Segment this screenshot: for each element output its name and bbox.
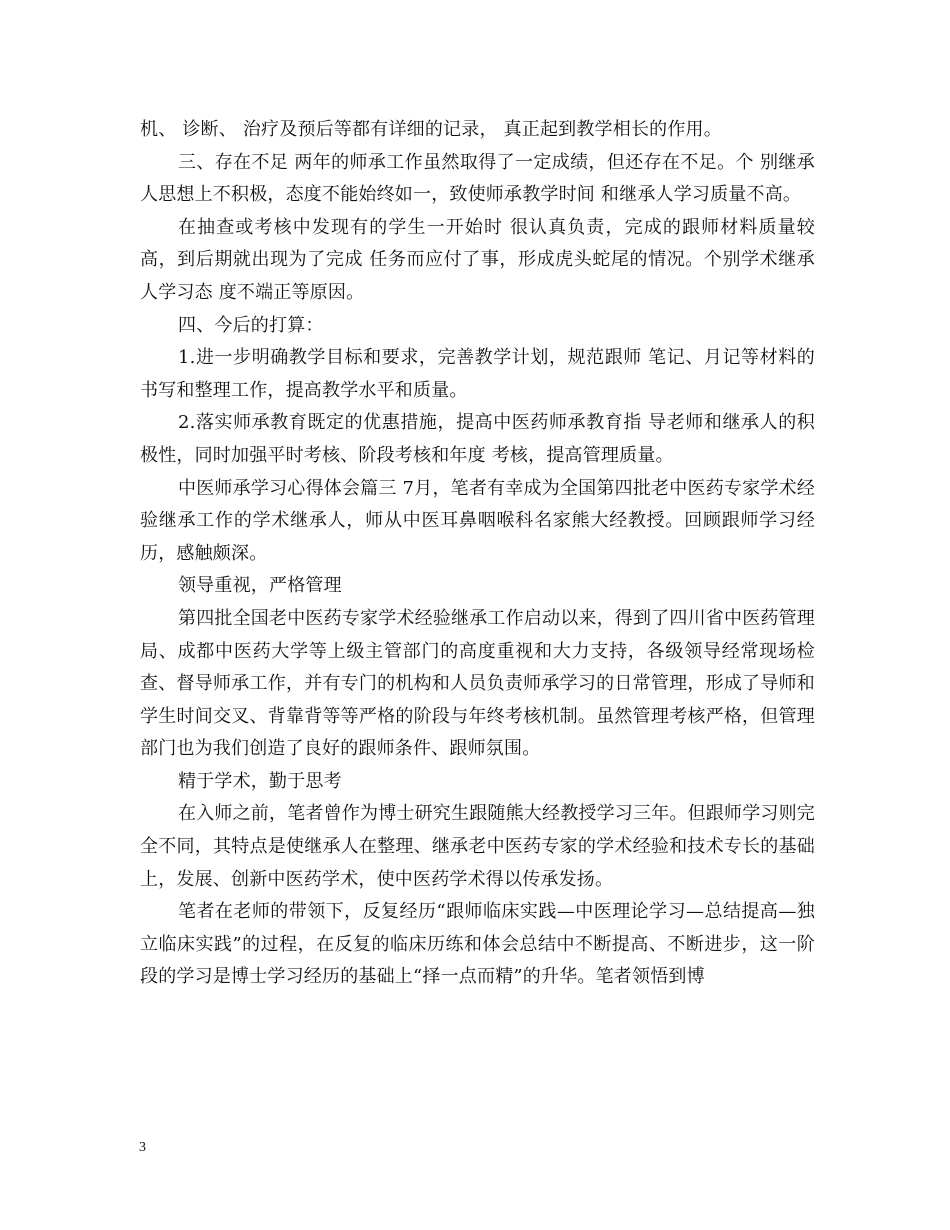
- paragraph-2: 三、存在不足 两年的师承工作虽然取得了一定成绩，但还存在不足。个 别继承人思想上不积极，态度不能始终如一，致使师承教学时间 和继承人学习质量不高。: [140, 151, 815, 206]
- paragraph-3: 在抽查或考核中发现有的学生一开始时 很认真负责，完成的跟师材料质量较高，到后期就出现为了完成 任务而应付了事，形成虎头蛇尾的情况。个别学术继承人学习态 度不端正等原因。: [140, 216, 815, 303]
- paragraph-practice: 笔者在老师的带领下，反复经历“跟师临床实践—中医理论学习—总结提高—独立临床实践”的过程，在反复的临床历练和体会总结中不断提高、不断进步，这一阶段的学习是博士学习经历的基础上“择一点而精”的升华。笔者领悟到博: [140, 901, 815, 988]
- section-heading-leadership: 领导重视，严格管理: [178, 575, 342, 597]
- paragraph-leadership: 第四批全国老中医药专家学术经验继承工作启动以来，得到了四川省中医药管理局、成都中医药大学等上级主管部门的高度重视和大力支持，各级领导经常现场检查、督导师承工作，并有专门的机构和人员负责师承学习的日常管理，形成了导师和学生时间交叉、背靠背等等严格的阶段与年终考核机制。虽然管理考核严格，但管理部门也为我们创造了良好的跟师条件、跟师氛围。: [140, 607, 815, 760]
- paragraph-plan-1: 1.进一步明确教学目标和要求，完善教学计划，规范跟师 笔记、月记等材料的书写和整理工作，提高教学水平和质量。: [140, 347, 815, 401]
- paragraph-academic: 在入师之前，笔者曾作为博士研究生跟随熊大经教授学习三年。但跟师学习则完全不同，其特点是使继承人在整理、继承老中医药专家的学术经验和技术专长的基础上，发展、创新中医药学术，使中医药学术得以传承发扬。: [140, 803, 815, 890]
- paragraph-plan-2: 2.落实师承教育既定的优惠措施，提高中医药师承教育指 导老师和继承人的积极性，同时加强平时考核、阶段考核和年度 考核，提高管理质量。: [140, 412, 815, 466]
- page-number: 3: [139, 1140, 146, 1155]
- section-heading-plans: 四、今后的打算：: [178, 314, 324, 336]
- paragraph-part-three-intro: 中医师承学习心得体会篇三 7月，笔者有幸成为全国第四批老中医药专家学术经验继承工作的学术继承人，师从中医耳鼻咽喉科名家熊大经教授。回顾跟师学习经历，感触颇深。: [140, 477, 815, 564]
- body-text: [140, 114, 815, 994]
- paragraph-1: 机、 诊断、 治疗及预后等都有详细的记录， 真正起到教学相长的作用。: [140, 119, 722, 140]
- section-heading-academic: 精于学术，勤于思考: [178, 770, 342, 792]
